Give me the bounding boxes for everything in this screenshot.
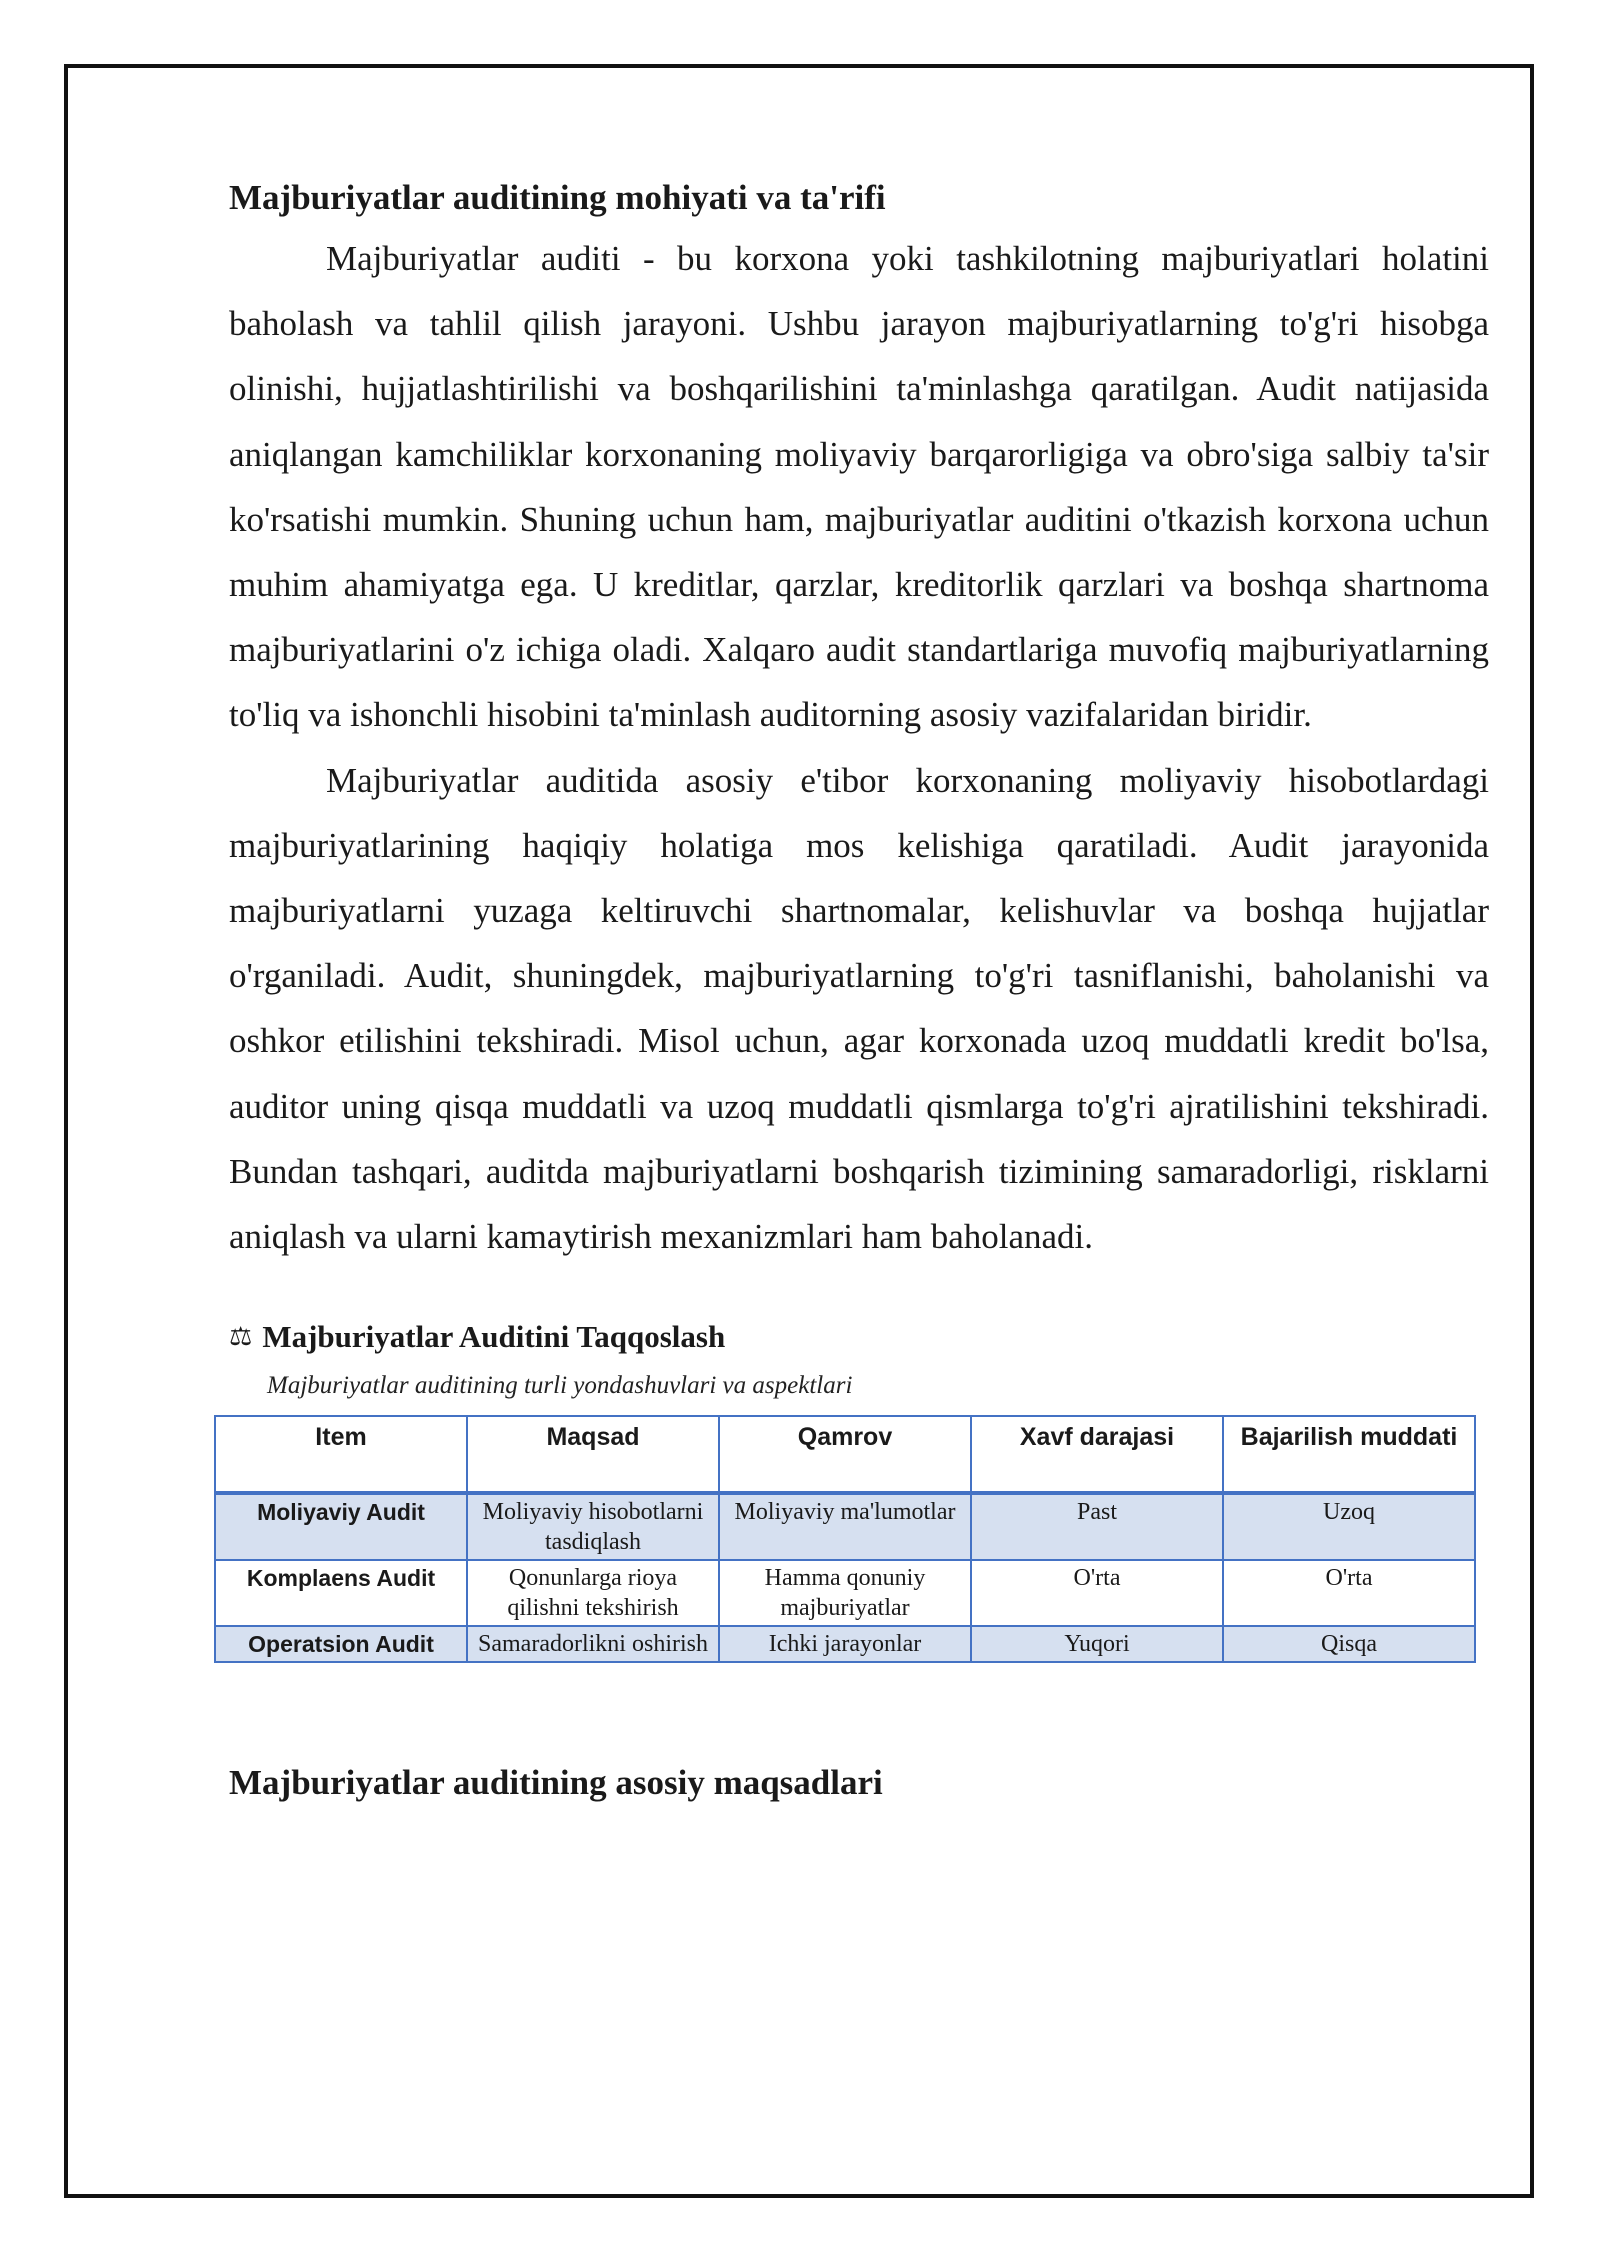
table-cell: Qonunlarga rioya qilishni tekshirish — [467, 1560, 719, 1626]
table-subtitle: Majburiyatlar auditining turli yondashuvlari va aspektlari — [267, 1372, 853, 1400]
column-header: Maqsad — [467, 1416, 719, 1493]
section-heading: Majburiyatlar auditining asosiy maqsadlari — [229, 1763, 883, 1803]
column-header: Qamrov — [719, 1416, 971, 1493]
table-row — [215, 1493, 1475, 1560]
scale-icon: ⚖ — [229, 1322, 253, 1353]
paragraph: Majburiyatlar auditi - bu korxona yoki tashkilotning majburiyatlari holatini baholash va tahlil qilish jarayoni. Ushbu jarayon majburiyatlarning to'g'ri hisobga olinishi, hujjatlashtirilishi va boshqarilishini ta'minlashga qaratilgan. Audit natijasida aniqlangan kamchiliklar korxonaning moliyaviy barqarorligiga va obro'siga salbiy ta'sir ko'rsatishi mumkin. Shuning uchun ham, majburiyatlar auditini o'tkazish korxona uchun muhim ahamiyatga ega. U kreditlar, qarzlar, kreditorlik qarzlari va boshqa shartnoma majburiyatlarini o'z ichiga oladi. Xalqaro audit standartlariga muvofiq majburiyatlarning to'liq va ishonchli hisobini ta'minlash auditorning asosiy vazifalaridan biridir. — [229, 239, 1489, 735]
row-label: Moliyaviy Audit — [215, 1493, 467, 1560]
column-header: Xavf darajasi — [971, 1416, 1223, 1493]
table-cell: Moliyaviy ma'lumotlar — [719, 1493, 971, 1560]
comparison-table — [214, 1415, 1476, 1663]
table-row — [215, 1560, 1475, 1626]
table-cell: Moliyaviy hisobotlarni tasdiqlash — [467, 1493, 719, 1560]
table-cell: Yuqori — [971, 1626, 1223, 1662]
document-body — [229, 170, 1489, 1811]
section-heading: Majburiyatlar auditining mohiyati va ta'rifi — [229, 178, 886, 217]
row-label: Komplaens Audit — [215, 1560, 467, 1626]
table-cell: Uzoq — [1223, 1493, 1475, 1560]
column-header: Item — [215, 1416, 467, 1493]
paragraph: Majburiyatlar auditida asosiy e'tibor korxonaning moliyaviy hisobotlardagi majburiyatlarining haqiqiy holatiga mos kelishiga qaratiladi. Audit jarayonida majburiyatlarni yuzaga keltiruvchi shartnomalar, kelishuvlar va boshqa hujjatlar o'rganiladi. Audit, shuningdek, majburiyatlarning to'g'ri tasniflanishi, baholanishi va oshkor etilishini tekshiradi. Misol uchun, agar korxonada uzoq muddatli kredit bo'lsa, auditor uning qisqa muddatli va uzoq muddatli qismlarga to'g'ri ajratilishini tekshiradi. Bundan tashqari, auditda majburiyatlarni boshqarish tizimining samaradorligi, risklarni aniqlash va ularni kamaytirish mexanizmlari ham baholanadi. — [229, 760, 1489, 1257]
table-title — [229, 1317, 1489, 1357]
table-cell: Ichki jarayonlar — [719, 1626, 971, 1662]
table-cell: Hamma qonuniy majburiyatlar — [719, 1560, 971, 1626]
table-cell: O'rta — [971, 1560, 1223, 1626]
table-header-row — [215, 1416, 1475, 1493]
table-title-text: Majburiyatlar Auditini Taqqoslash — [262, 1319, 726, 1355]
row-label: Operatsion Audit — [215, 1626, 467, 1662]
table-cell: Samaradorlikni oshirish — [467, 1626, 719, 1662]
column-header: Bajarilish muddati — [1223, 1416, 1475, 1493]
table-cell: Qisqa — [1223, 1626, 1475, 1662]
table-cell: Past — [971, 1493, 1223, 1560]
table-cell: O'rta — [1223, 1560, 1475, 1626]
table-row — [215, 1626, 1475, 1662]
